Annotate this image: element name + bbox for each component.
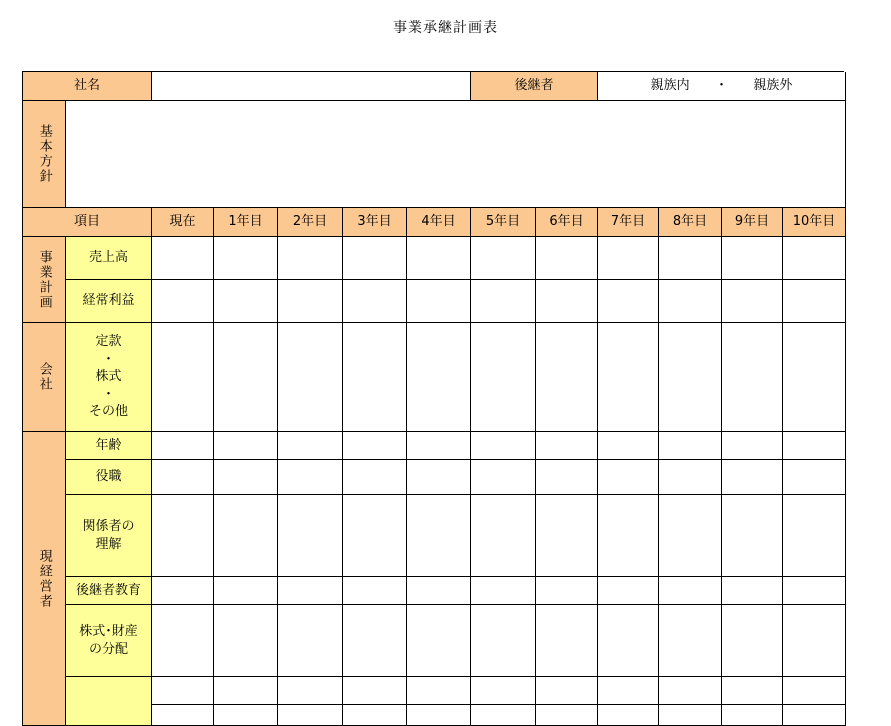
plan-cell[interactable]: [659, 577, 722, 605]
plan-cell[interactable]: [536, 677, 598, 705]
plan-cell[interactable]: [783, 677, 846, 705]
plan-cell[interactable]: [471, 605, 536, 677]
plan-cell[interactable]: [214, 677, 278, 705]
plan-cell[interactable]: [214, 605, 278, 677]
plan-cell[interactable]: [214, 460, 278, 495]
row-label-age: 年齢: [66, 432, 152, 460]
period-header: 4年目: [407, 208, 471, 237]
plan-cell[interactable]: [722, 323, 783, 432]
plan-cell[interactable]: [783, 280, 846, 323]
plan-cell[interactable]: [343, 577, 407, 605]
plan-cell[interactable]: [407, 432, 471, 460]
period-header: 10年目: [783, 208, 846, 237]
plan-cell[interactable]: [471, 280, 536, 323]
plan-cell[interactable]: [783, 323, 846, 432]
plan-cell[interactable]: [343, 495, 407, 577]
plan-cell[interactable]: [783, 460, 846, 495]
plan-cell[interactable]: [783, 495, 846, 577]
period-header: 5年目: [471, 208, 536, 237]
plan-cell[interactable]: [278, 280, 343, 323]
plan-cell[interactable]: [783, 577, 846, 605]
plan-cell[interactable]: [659, 677, 722, 705]
plan-cell[interactable]: [407, 237, 471, 280]
plan-cell[interactable]: [278, 605, 343, 677]
plan-cell[interactable]: [471, 577, 536, 605]
plan-cell[interactable]: [722, 432, 783, 460]
plan-cell[interactable]: [343, 432, 407, 460]
succession-plan-table: [22, 71, 844, 726]
plan-cell[interactable]: [214, 577, 278, 605]
plan-cell[interactable]: [536, 605, 598, 677]
plan-cell[interactable]: [598, 432, 659, 460]
period-header: 2年目: [278, 208, 343, 237]
plan-cell[interactable]: [659, 323, 722, 432]
plan-cell[interactable]: [407, 605, 471, 677]
plan-cell[interactable]: [152, 460, 214, 495]
plan-cell[interactable]: [659, 432, 722, 460]
plan-cell[interactable]: [722, 677, 783, 705]
plan-cell[interactable]: [214, 323, 278, 432]
plan-cell[interactable]: [407, 460, 471, 495]
plan-cell[interactable]: [598, 460, 659, 495]
successor-label: 後継者: [471, 72, 598, 101]
plan-cell[interactable]: [152, 280, 214, 323]
plan-cell[interactable]: [722, 495, 783, 577]
period-header: 8年目: [659, 208, 722, 237]
plan-cell[interactable]: [471, 495, 536, 577]
plan-cell[interactable]: [722, 280, 783, 323]
plan-cell[interactable]: [214, 280, 278, 323]
plan-cell[interactable]: [343, 323, 407, 432]
row-label-asset-distribution: 株式･財産 の分配: [66, 605, 152, 677]
plan-cell[interactable]: [407, 677, 471, 705]
row-label-successor-education: 後継者教育: [66, 577, 152, 605]
plan-cell[interactable]: [471, 323, 536, 432]
plan-cell[interactable]: [598, 677, 659, 705]
plan-cell[interactable]: [536, 577, 598, 605]
plan-cell[interactable]: [278, 237, 343, 280]
period-header: 現在: [152, 208, 214, 237]
plan-cell[interactable]: [214, 237, 278, 280]
plan-cell[interactable]: [278, 460, 343, 495]
plan-cell[interactable]: [722, 705, 783, 726]
plan-cell[interactable]: [598, 280, 659, 323]
plan-cell[interactable]: [598, 705, 659, 726]
plan-cell[interactable]: [278, 432, 343, 460]
plan-cell[interactable]: [536, 460, 598, 495]
period-header: 6年目: [536, 208, 598, 237]
plan-cell[interactable]: [536, 280, 598, 323]
period-header: 3年目: [343, 208, 407, 237]
successor-type-field[interactable]: [598, 72, 846, 101]
plan-cell[interactable]: [278, 323, 343, 432]
plan-cell[interactable]: [278, 677, 343, 705]
plan-cell[interactable]: [598, 323, 659, 432]
plan-cell[interactable]: [536, 323, 598, 432]
plan-cell[interactable]: [278, 705, 343, 726]
company-name-label: 社名: [23, 72, 152, 101]
plan-cell[interactable]: [214, 432, 278, 460]
plan-cell[interactable]: [659, 280, 722, 323]
plan-cell[interactable]: [152, 495, 214, 577]
period-header: 1年目: [214, 208, 278, 237]
plan-cell[interactable]: [278, 495, 343, 577]
plan-cell[interactable]: [471, 705, 536, 726]
plan-cell[interactable]: [407, 280, 471, 323]
plan-cell[interactable]: [722, 460, 783, 495]
basic-policy-field[interactable]: [66, 101, 846, 208]
plan-cell[interactable]: [598, 237, 659, 280]
successor-separator: ・: [714, 78, 728, 94]
row-label-sales: 売上高: [66, 237, 152, 280]
plan-cell[interactable]: [343, 237, 407, 280]
plan-cell[interactable]: [536, 495, 598, 577]
item-column-header: 項目: [23, 208, 152, 237]
plan-cell[interactable]: [659, 605, 722, 677]
row-label-position: 役職: [66, 460, 152, 495]
plan-cell[interactable]: [343, 677, 407, 705]
row-label-blank: [66, 677, 152, 726]
plan-cell[interactable]: [471, 460, 536, 495]
plan-cell[interactable]: [214, 705, 278, 726]
plan-cell[interactable]: [659, 495, 722, 577]
row-label-stakeholder-understanding: 関係者の 理解: [66, 495, 152, 577]
plan-cell[interactable]: [407, 705, 471, 726]
successor-option-family[interactable]: 親族内: [650, 78, 690, 94]
plan-cell[interactable]: [783, 432, 846, 460]
plan-cell[interactable]: [598, 577, 659, 605]
plan-cell[interactable]: [722, 605, 783, 677]
plan-cell[interactable]: [343, 460, 407, 495]
plan-cell[interactable]: [659, 237, 722, 280]
plan-cell[interactable]: [536, 432, 598, 460]
plan-cell[interactable]: [598, 495, 659, 577]
plan-cell[interactable]: [152, 432, 214, 460]
plan-cell[interactable]: [152, 323, 214, 432]
period-header: 9年目: [722, 208, 783, 237]
plan-cell[interactable]: [343, 705, 407, 726]
section-company: 会社: [23, 323, 66, 432]
plan-cell[interactable]: [152, 605, 214, 677]
plan-cell[interactable]: [722, 237, 783, 280]
plan-cell[interactable]: [152, 677, 214, 705]
period-header: 7年目: [598, 208, 659, 237]
plan-cell[interactable]: [214, 495, 278, 577]
plan-cell[interactable]: [343, 280, 407, 323]
plan-cell[interactable]: [659, 460, 722, 495]
plan-cell[interactable]: [152, 237, 214, 280]
plan-cell[interactable]: [471, 677, 536, 705]
plan-cell[interactable]: [783, 237, 846, 280]
plan-cell[interactable]: [152, 705, 214, 726]
plan-cell[interactable]: [783, 705, 846, 726]
plan-cell[interactable]: [407, 577, 471, 605]
plan-cell[interactable]: [471, 237, 536, 280]
row-label-articles-shares: 定款 ・ 株式 ・ その他: [66, 323, 152, 432]
page-title: 事業承継計画表: [393, 20, 498, 36]
plan-cell[interactable]: [407, 323, 471, 432]
plan-cell[interactable]: [152, 577, 214, 605]
plan-cell[interactable]: [278, 577, 343, 605]
company-name-field[interactable]: [152, 72, 471, 101]
plan-cell[interactable]: [659, 705, 722, 726]
plan-cell[interactable]: [598, 605, 659, 677]
successor-option-nonfamily[interactable]: 親族外: [753, 78, 793, 94]
plan-cell[interactable]: [536, 705, 598, 726]
plan-cell[interactable]: [343, 605, 407, 677]
section-current-manager: 現経営者: [23, 432, 66, 726]
plan-cell[interactable]: [471, 432, 536, 460]
section-business-plan: 事業計画: [23, 237, 66, 323]
plan-cell[interactable]: [722, 577, 783, 605]
basic-policy-label: 基本方針: [23, 101, 66, 208]
plan-cell[interactable]: [783, 605, 846, 677]
plan-cell[interactable]: [536, 237, 598, 280]
plan-cell[interactable]: [407, 495, 471, 577]
row-label-ordinary-profit: 経常利益: [66, 280, 152, 323]
